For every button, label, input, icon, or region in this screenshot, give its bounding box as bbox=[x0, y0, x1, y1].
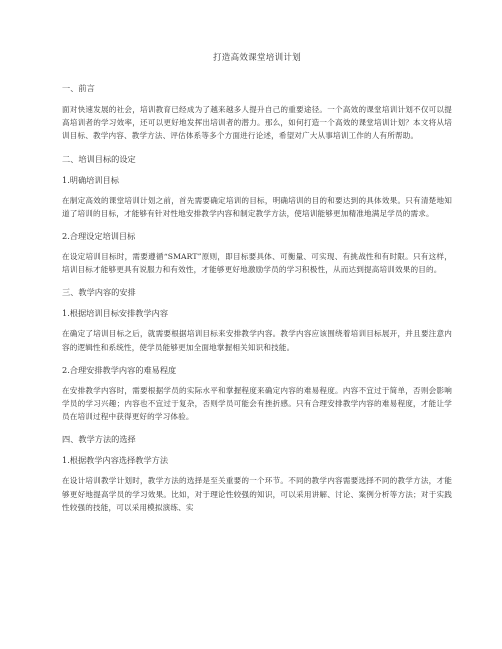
section-heading-preface: 一、前言 bbox=[62, 83, 95, 93]
paragraph-reasonable-goals: 在设定培训目标时，需要遵循“SMART”原则，即目标要具体、可衡量、可实现、有挑战性和有时限。只有这样，培训目标才能够更具有说服力和有效性，才能够更好地激励学员的学习积极性，从而达到提高培训效果的目的。 bbox=[62, 252, 452, 275]
section-heading-goals: 二、培训目标的设定 bbox=[62, 153, 136, 164]
section-heading-methods: 四、教学方法的选择 bbox=[62, 434, 136, 445]
paragraph-preface: 面对快速发展的社会，培训教育已经成为了越来越多人提升自己的重要途径。一个高效的课堂培训计划不仅可以提高培训者的学习效率，还可以更好地发挥出培训者的潜力。那么，如何打造一个高效的课堂培训计划？本文将从培训目标、教学内容、教学方法、评估体系等多个方面进行论述，希望对广大从事培训工作的人有所帮助。 bbox=[62, 105, 452, 141]
subheading-content-by-goals: 1.根据培训目标安排教学内容 bbox=[62, 308, 169, 319]
subheading-content-difficulty: 2.合理安排教学内容的难易程度 bbox=[62, 364, 177, 375]
document-title: 打造高效课堂培训计划 bbox=[212, 53, 301, 63]
paragraph-clear-goals: 在制定高效的课堂培训计划之前，首先需要确定培训的目标，明确培训的目的和要达到的具体效果。只有清楚地知道了培训的目标，才能够有针对性地安排教学内容和制定教学方法，使培训能够更加精准地满足学员的需求。 bbox=[62, 195, 452, 218]
paragraph-methods-by-content: 在设计培训教学计划时，教学方法的选择是至关重要的一个环节。不同的教学内容需要选择不同的教学方法，才能够更好地提高学员的学习效果。比如，对于理论性较强的知识，可以采用讲解、讨论、案例分析等方法；对于实践性较强的技能，可以采用模拟演练、实 bbox=[62, 476, 452, 512]
subheading-clear-goals: 1.明确培训目标 bbox=[62, 174, 119, 185]
subheading-methods-by-content: 1.根据教学内容选择教学方法 bbox=[62, 455, 169, 466]
paragraph-content-by-goals: 在确定了培训目标之后，就需要根据培训目标来安排教学内容。教学内容应该围绕着培训目标展开，并且要注意内容的逻辑性和系统性，使学员能够更加全面地掌握相关知识和技能。 bbox=[62, 329, 452, 352]
paragraph-content-difficulty: 在安排教学内容时，需要根据学员的实际水平和掌握程度来确定内容的难易程度。内容不宜过于简单，否则会影响学员的学习兴趣；内容也不宜过于复杂，否则学员可能会有挫折感。只有合理安排教学内容的难易程度，才能让学员在培训过程中获得更好的学习体验。 bbox=[62, 385, 452, 422]
section-heading-content: 三、教学内容的安排 bbox=[62, 287, 136, 298]
subheading-reasonable-goals: 2.合理设定培训目标 bbox=[62, 231, 136, 242]
